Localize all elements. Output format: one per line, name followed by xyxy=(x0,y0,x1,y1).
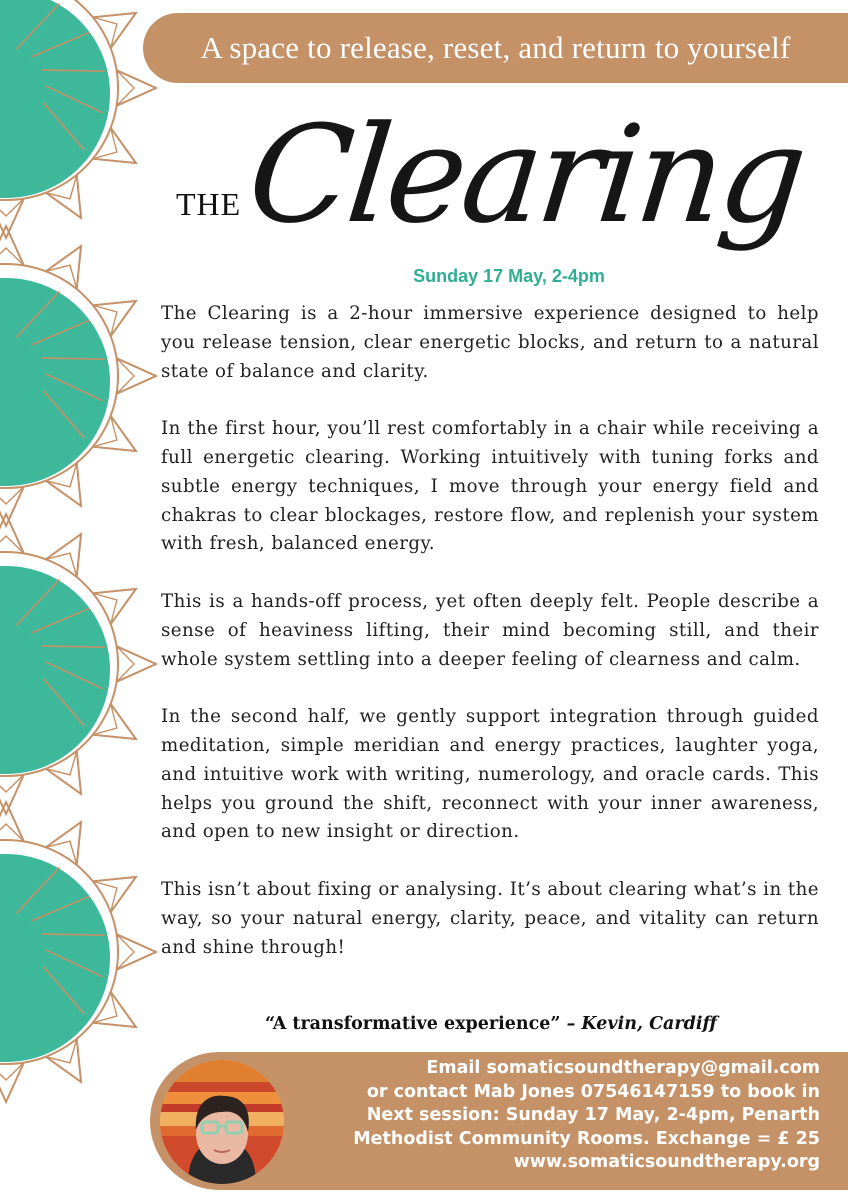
mandala-motif xyxy=(0,0,156,238)
paragraph-first-hour: In the first hour, you’ll rest comfortably in a chair while receiving a full energetic clearing. Working intuitively with tuning forks and subtle energy techniques, I move through your energy field and chakras to clear blockages, restore flow, and replenish your system with fresh, balanced energy. xyxy=(161,418,819,555)
mandala-motif xyxy=(0,802,156,1102)
contact-website-line: www.somaticsoundtherapy.org xyxy=(513,1152,820,1173)
contact-details xyxy=(353,1057,820,1175)
contact-venue-line: Methodist Community Rooms. Exchange = £ 25 xyxy=(353,1128,820,1149)
contact-session-line: Next session: Sunday 17 May, 2-4pm, Penarth xyxy=(366,1105,820,1126)
paragraph-closing: This isn’t about fixing or analysing. It’s about clearing what’s in the way, so your natural energy, clarity, peace, and vitality can return and shine through! xyxy=(161,878,819,958)
tagline-text: A space to release, reset, and return to yourself xyxy=(200,30,791,65)
decorative-mandala-border xyxy=(0,0,160,1200)
testimonial-text: “A transformative experience” xyxy=(265,1014,561,1034)
testimonial-attribution: – Kevin, Cardiff xyxy=(566,1014,717,1034)
description xyxy=(161,300,819,991)
contact-email-line: Email somaticsoundtherapy@gmail.com xyxy=(426,1058,820,1078)
mandala-motif xyxy=(0,514,156,814)
avatar xyxy=(160,1060,284,1184)
paragraph-intro: The Clearing is a 2-hour immersive experience designed to help you release tension, clear energetic blocks, and return to a natural state of balance and clarity. xyxy=(161,303,819,382)
contact-phone-line: or contact Mab Jones 07546147159 to book in xyxy=(366,1081,820,1102)
title-prefix: THE xyxy=(176,186,242,222)
testimonial xyxy=(162,1014,820,1034)
paragraph-second-half: In the second half, we gently support integration through guided meditation, simple meridian and energy practices, laughter yoga, and intuitive work with writing, numerology, and oracle cards. This helps you ground the shift, reconnect with your inner awareness, and open to new insight or direction. xyxy=(161,706,819,843)
event-date: Sunday 17 May, 2-4pm xyxy=(413,266,605,286)
page-title: Clearing xyxy=(241,97,810,253)
paragraph-experience: This is a hands-off process, yet often deeply felt. People describe a sense of heaviness lifting, their mind becoming still, and their whole system settling into a deeper feeling of clearness and calm. xyxy=(161,590,819,670)
tagline-banner xyxy=(143,13,848,83)
